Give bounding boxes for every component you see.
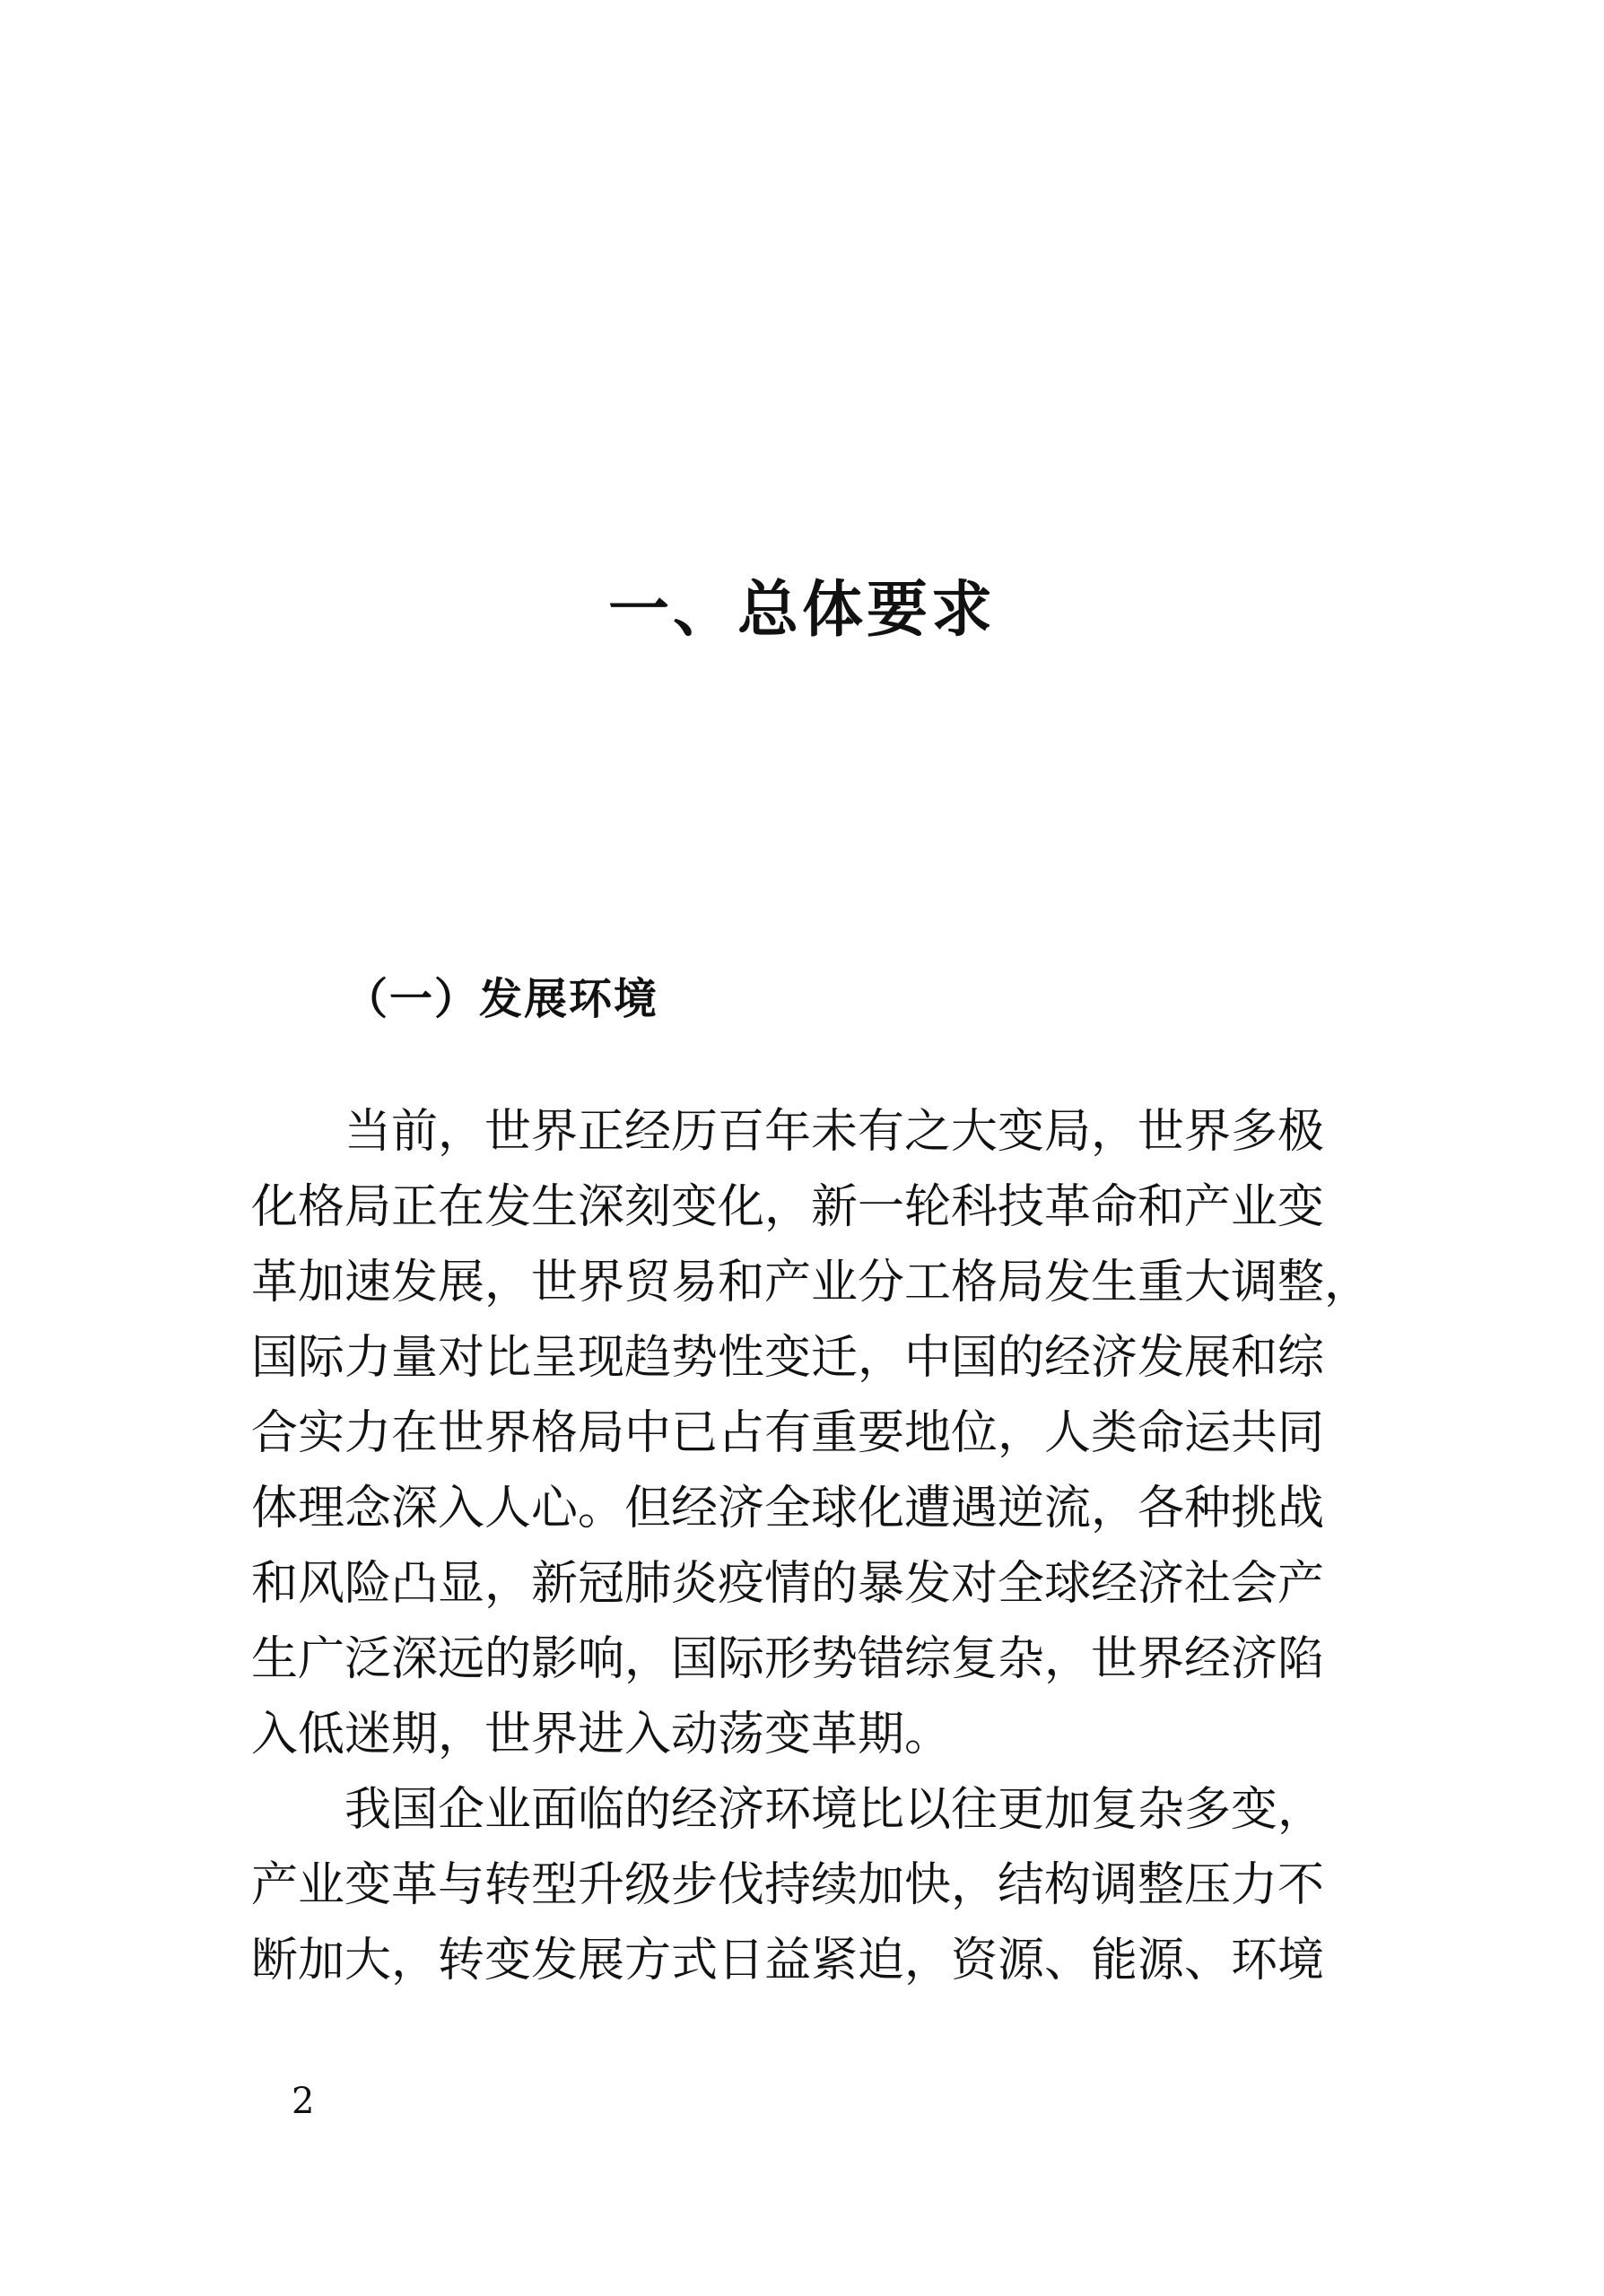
paragraph-line: 和风险凸显，新冠肺炎疫情的暴发对全球经济社会产 [251, 1557, 1325, 1611]
paragraph-line: 国际力量对比呈现趋势性变迁，中国的经济发展和综 [251, 1331, 1325, 1385]
section-heading: （一）发展环境 [344, 974, 659, 1024]
paragraph-line: 生广泛深远的影响，国际形势错综复杂，世界经济陷 [251, 1632, 1325, 1686]
paragraph-2 [251, 1772, 1325, 1998]
paragraph-line: 化格局正在发生深刻变化，新一轮科技革命和产业变 [251, 1180, 1325, 1234]
paragraph-line: 当前，世界正经历百年未有之大变局，世界多极 [344, 1105, 1325, 1159]
paragraph-line: 我国企业面临的经济环境比以往更加复杂多变， [344, 1783, 1325, 1837]
chapter-title: 一、总体要求 [607, 575, 996, 646]
page-number: 2 [292, 2081, 315, 2122]
paragraph-line: 体理念深入人心。但经济全球化遭遇逆流，各种挑战 [251, 1482, 1325, 1535]
paragraph-line: 产业变革与转型升级步伐持续加快，结构调整压力不 [251, 1858, 1325, 1912]
paragraph-line: 入低迷期，世界进入动荡变革期。 [251, 1708, 952, 1761]
paragraph-1 [251, 1094, 1372, 1772]
paragraph-line: 革加速发展，世界贸易和产业分工格局发生重大调整， [251, 1256, 1372, 1309]
paragraph-line: 断加大，转变发展方式日益紧迫，资源、能源、环境 [251, 1934, 1325, 1987]
paragraph-line: 合实力在世界格局中已占有重要地位，人类命运共同 [251, 1406, 1325, 1460]
